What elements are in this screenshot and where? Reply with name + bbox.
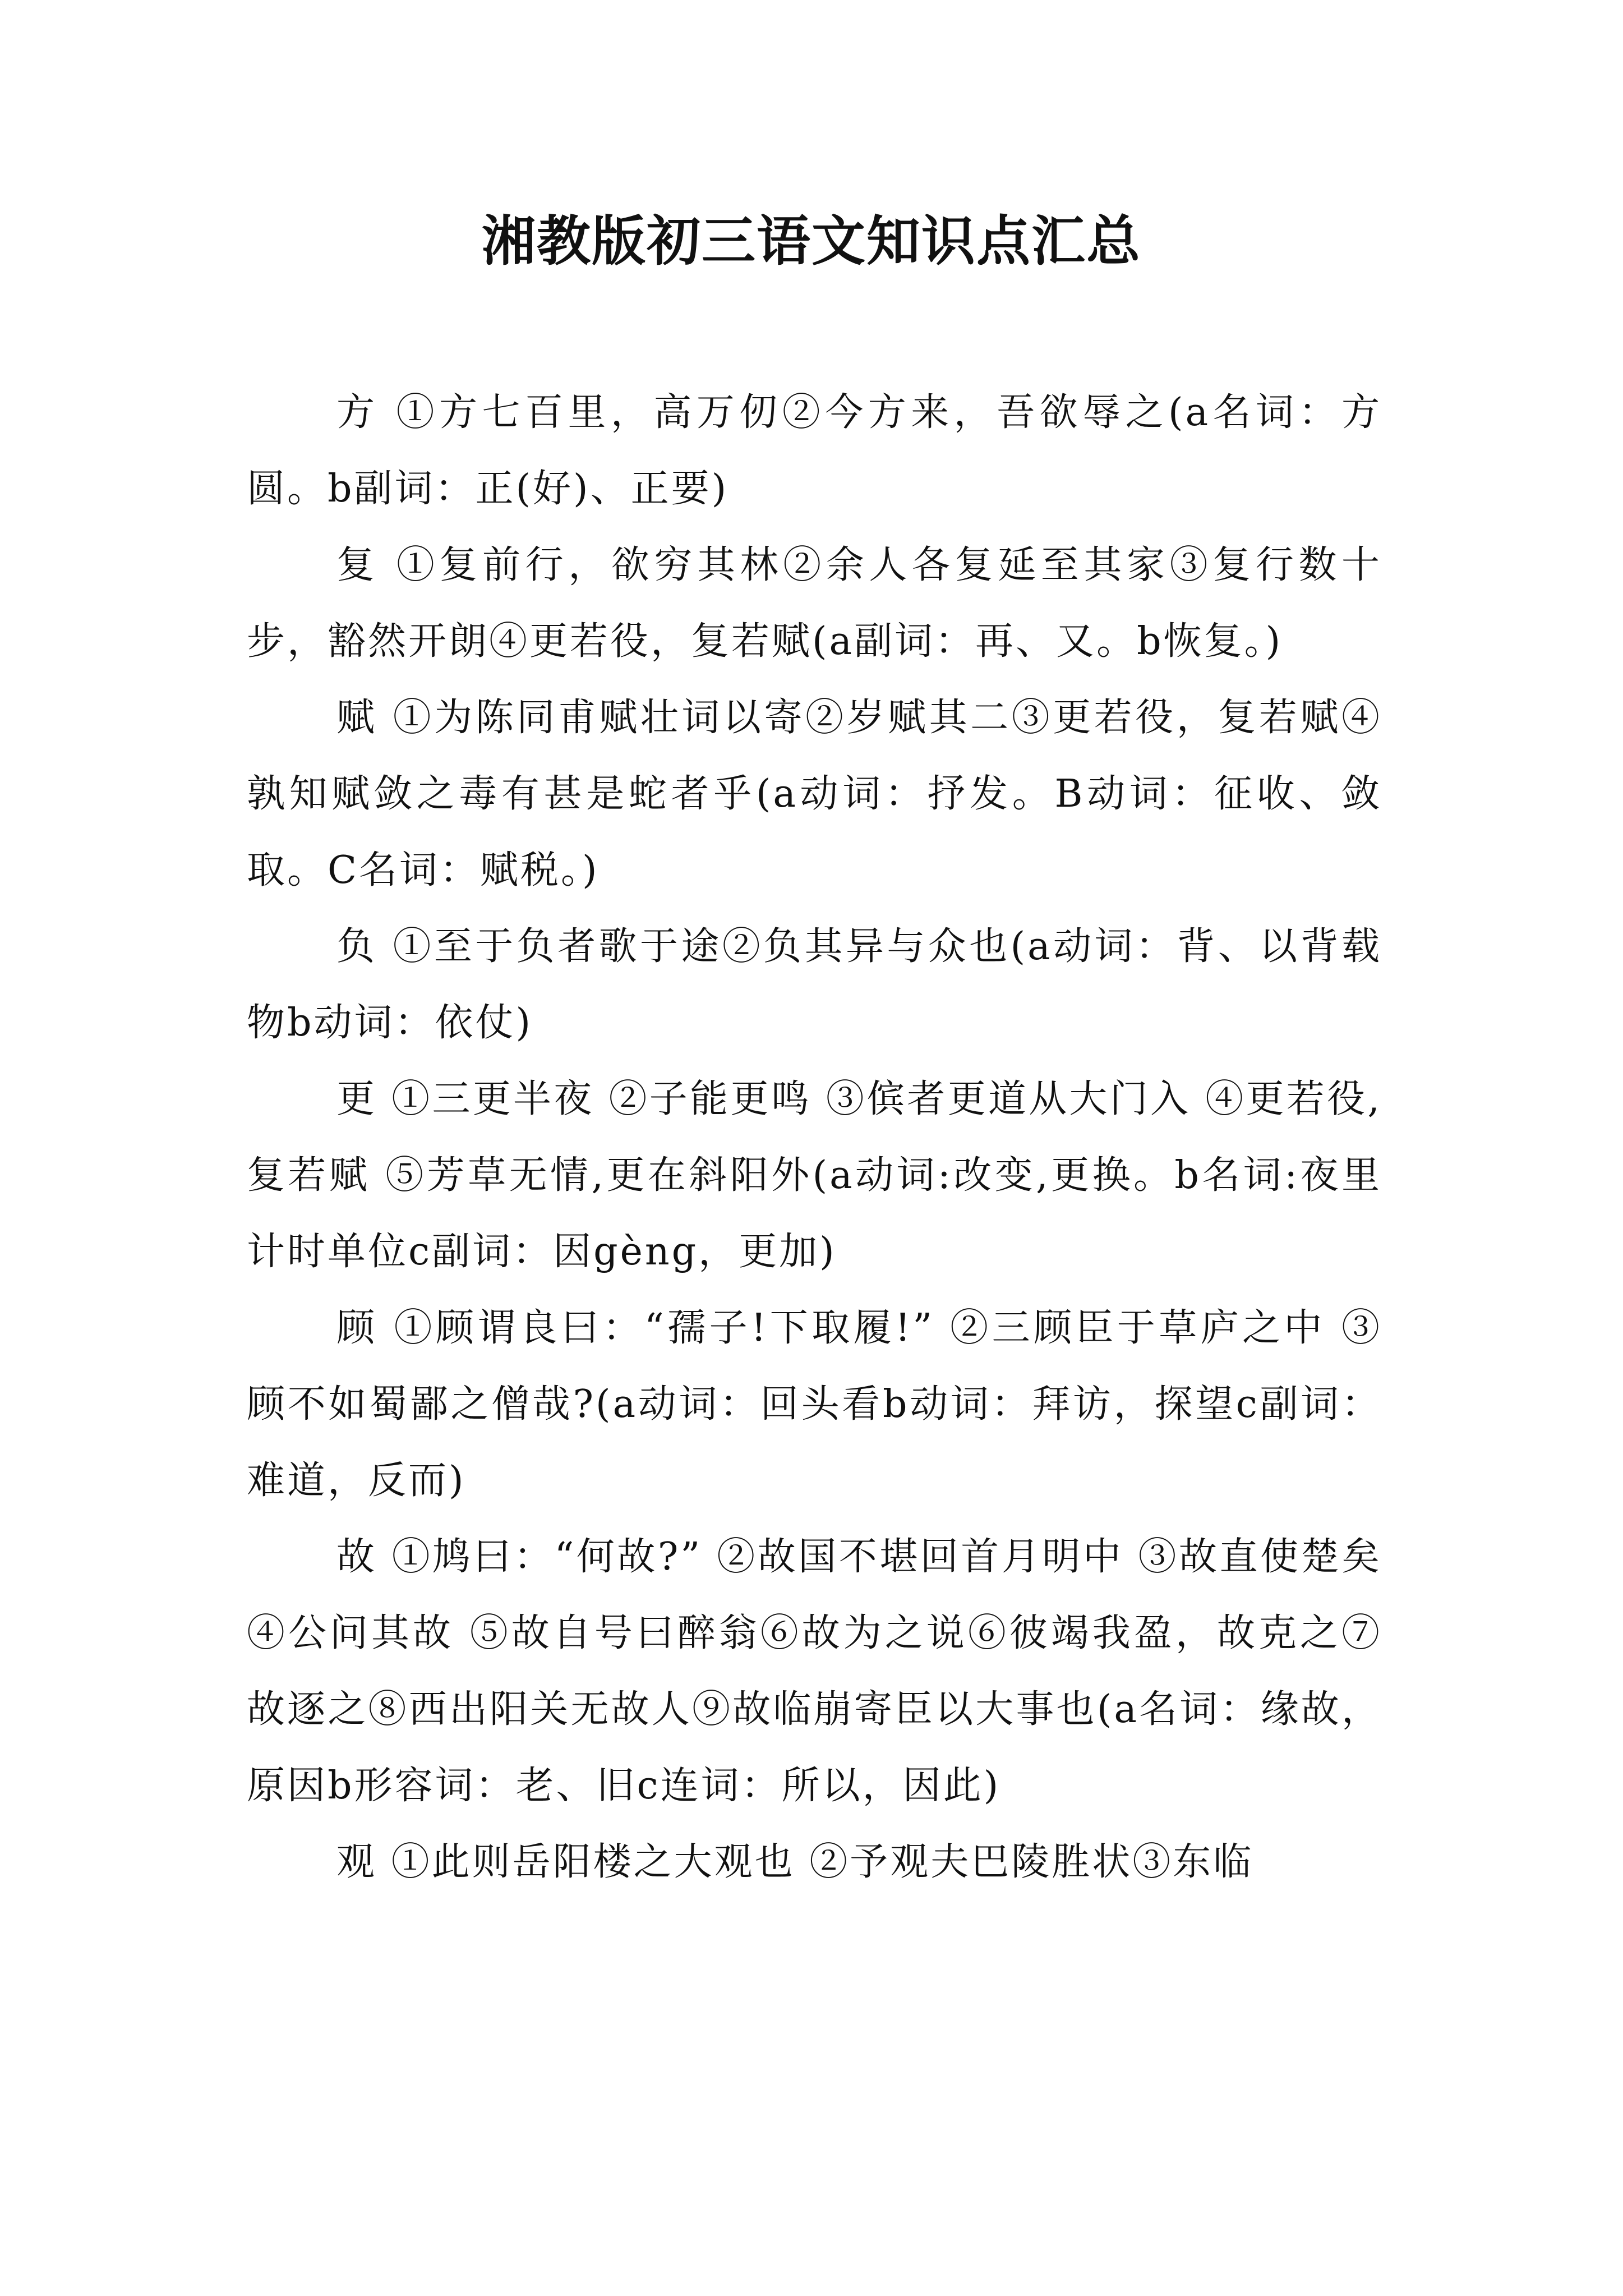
- paragraph-gu-reason: 故 ①鸠曰：“何故?” ②故国不堪回首月明中 ③故直使楚矣 ④公问其故 ⑤故自号曰醉翁⑥故为之说⑥彼竭我盈，故克之⑦故逐之⑧西出阳关无故人⑨故临崩寄臣以大事也(a名词：缘故，原因b形容词：老、旧c连词：所以，因此): [247, 1535, 1382, 1808]
- paragraph-gu-look: 顾 ①顾谓良曰：“孺子!下取履!” ②三顾臣于草庐之中 ③顾不如蜀鄙之僧哉?(a动词：回头看b动词：拜访，探望c副词：难道，反而): [247, 1306, 1382, 1503]
- paragraph-fu-carry: 负 ①至于负者歌于途②负其异与众也(a动词：背、以背载物b动词：依仗): [247, 924, 1382, 1045]
- document-title: 湘教版初三语文知识点汇总: [482, 209, 1141, 273]
- paragraph-fu-again: 复 ①复前行，欲穷其林②余人各复延至其家③复行数十步，豁然开朗④更若役，复若赋(a副词：再、又。b恢复。): [247, 543, 1382, 664]
- paragraph-geng: 更 ①三更半夜 ②子能更鸣 ③傧者更道从大门入 ④更若役,复若赋 ⑤芳草无情,更在斜阳外(a动词:改变,更换。b名词:夜里计时单位c副词：因gèng，更加): [247, 1077, 1382, 1274]
- document-body: [247, 375, 1382, 1901]
- paragraph-guan: 观 ①此则岳阳楼之大观也 ②予观夫巴陵胜状③东临: [336, 1840, 1254, 1884]
- paragraph-fu-tax: 赋 ①为陈同甫赋壮词以寄②岁赋其二③更若役，复若赋④孰知赋敛之毒有甚是蛇者乎(a动词：抒发。B动词：征收、敛取。C名词：赋税。): [247, 696, 1382, 892]
- paragraph-fang: 方 ①方七百里，高万仞②今方来，吾欲辱之(a名词：方圆。b副词：正(好)、正要): [247, 390, 1382, 511]
